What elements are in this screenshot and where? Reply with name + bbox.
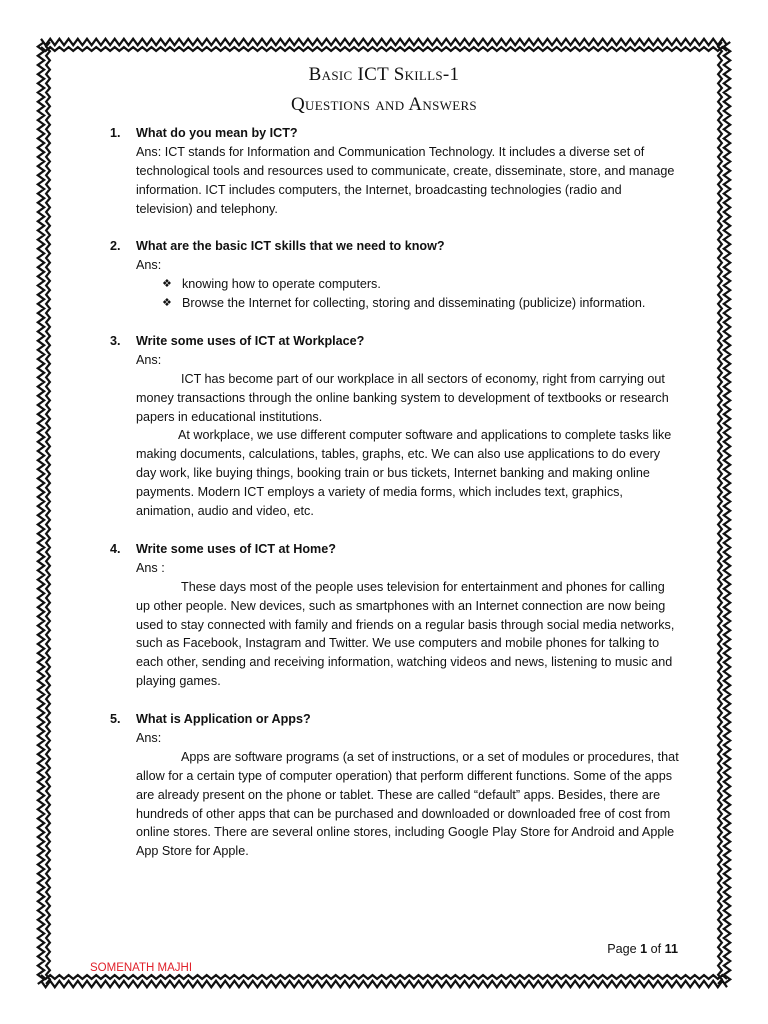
answer-paragraph: ICT has become part of our workplace in all sectors of economy, right from carrying out money transactions through the online banking system to development of textbooks or research papers in educational institutions.	[136, 371, 669, 424]
question-block-1	[110, 124, 680, 219]
question-text: What are the basic ICT skills that we need to know?	[136, 239, 445, 254]
answer-label: Ans:	[136, 352, 162, 367]
list-item: ❖ knowing how to operate computers.	[162, 275, 680, 294]
answer-label: Ans :	[136, 560, 165, 575]
question-block-5	[110, 710, 680, 861]
question-number: 2.	[110, 239, 121, 254]
page-number: Page 1 of 11	[607, 942, 678, 956]
question-block-2	[110, 237, 680, 313]
answer-label: Ans:	[136, 730, 162, 745]
question-number: 4.	[110, 541, 121, 556]
document-title: Basic ICT Skills-1	[308, 64, 460, 85]
question-block-4	[110, 540, 680, 691]
question-text: What is Application or Apps?	[136, 712, 311, 727]
answer-label: Ans:	[136, 258, 162, 273]
question-text: What do you mean by ICT?	[136, 126, 298, 140]
list-item: ❖ Browse the Internet for collecting, storing and disseminating (publicize) information.	[162, 294, 680, 313]
answer-text: Ans: ICT stands for Information and Communication Technology. It includes a diverse set of technological tools and resources used to communicate, create, disseminate, store, and manage information. ICT includes computers, the Internet, broadcasting technologies (radio and television) and telephony.	[136, 144, 675, 216]
document-subtitle: Questions and Answers	[291, 94, 477, 115]
question-text: Write some uses of ICT at Home?	[136, 541, 336, 556]
author-name: SOMENATH MAJHI	[90, 962, 193, 974]
diamond-bullet-icon: ❖	[162, 278, 172, 291]
question-number: 1.	[110, 126, 121, 140]
question-number: 3.	[110, 333, 121, 348]
answer-paragraph: These days most of the people uses television for entertainment and phones for calling up other people. New devices, such as smartphones with an Internet connection are now being used to stay connected with family and friends on a regular basis through social media networks, such as Facebook, Instagram and Twitter. We use computers and mobile phones for talking to each other, sending and receiving information, watching videos and news, listening to music and playing games.	[136, 579, 675, 689]
question-number: 5.	[110, 712, 121, 727]
diamond-bullet-icon: ❖	[162, 297, 172, 310]
question-text: Write some uses of ICT at Workplace?	[136, 333, 365, 348]
answer-bullet-list	[136, 275, 680, 313]
question-block-3	[110, 332, 680, 521]
qa-content	[110, 124, 680, 880]
answer-paragraph: At workplace, we use different computer software and applications to complete tasks like making documents, calculations, tables, graphs, etc. We can also use applications to do every day work, like buying things, booking train or bus tickets, Internet banking and making online payments. Modern ICT employs a variety of media forms, which includes text, graphics, animation, audio and video, etc.	[136, 428, 672, 519]
answer-paragraph: Apps are software programs (a set of instructions, or a set of modules or procedures, that allow for a certain type of computer operation) that perform different functions. Some of the apps are already present on the phone or tablet. These are called “default” apps. Besides, there are hundreds of other apps that can be purchased and downloaded or downloaded free of cost from online stores. There are several online stores, including Google Play Store for Android and Apple App Store for Apple.	[136, 749, 679, 859]
